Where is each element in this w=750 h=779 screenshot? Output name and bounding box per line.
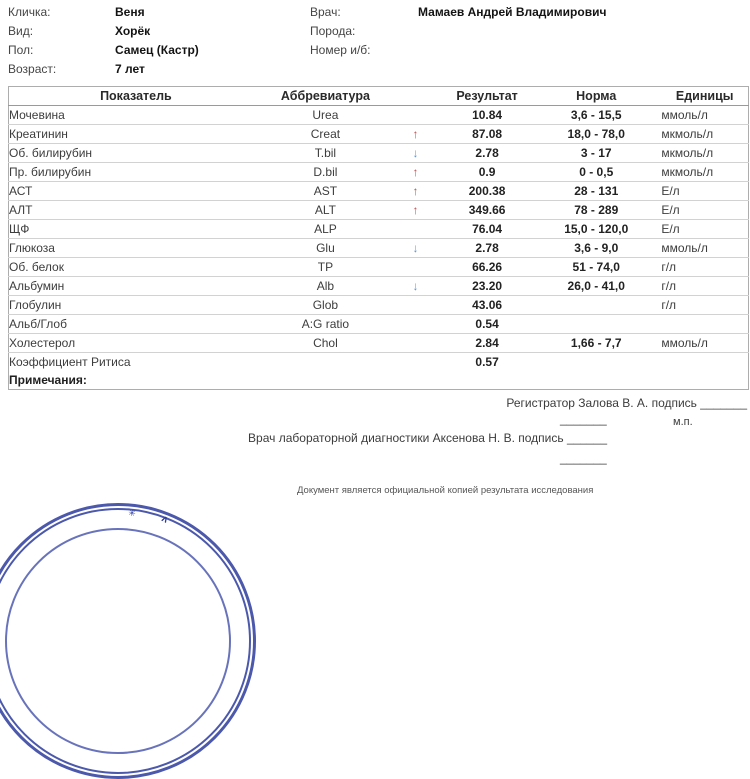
- patient-age-label: Возраст:: [8, 62, 57, 76]
- result-cell: 23.20: [443, 277, 531, 296]
- registrar-signature-line: [506, 396, 747, 410]
- header-norm: Норма: [531, 87, 661, 106]
- indicator-cell: Альбумин: [9, 277, 263, 296]
- abbreviation-cell: Glob: [263, 296, 388, 315]
- abbreviation-cell: Alb: [263, 277, 388, 296]
- arrow-down-icon: ↓: [412, 146, 419, 160]
- flag-cell: [388, 220, 443, 239]
- norm-cell: 3 - 17: [531, 144, 661, 163]
- breed-label: Порода:: [310, 24, 356, 38]
- indicator-cell: Об. белок: [9, 258, 263, 277]
- header-units: Единицы: [661, 87, 748, 106]
- table-row: [9, 239, 749, 258]
- doctor-row: [310, 3, 606, 22]
- arrow-up-icon: ↑: [412, 184, 419, 198]
- table-row: [9, 125, 749, 144]
- abbreviation-cell: Urea: [312, 108, 339, 122]
- doctor-signature-text: Врач лабораторной диагностики Аксенова Н. В. подпись: [248, 431, 564, 445]
- indicator-cell: Холестерол: [9, 334, 263, 353]
- registrar-signature-blank: _______: [700, 396, 747, 410]
- flag-cell: [388, 277, 443, 296]
- units-cell: [661, 353, 748, 372]
- norm-cell: [531, 315, 661, 334]
- indicator-cell: АСТ: [9, 182, 263, 201]
- header-abbreviation: Аббревиатура: [263, 87, 388, 106]
- arrow-down-icon: ↓: [412, 241, 419, 255]
- abbreviation-cell: TP: [263, 258, 388, 277]
- patient-name-value: Веня: [115, 5, 145, 19]
- units-cell: г/л: [661, 277, 748, 296]
- flag-cell: [388, 334, 443, 353]
- abbreviation-cell: ALT: [263, 201, 388, 220]
- flag-cell: [388, 315, 443, 334]
- patient-species-label: Вид:: [8, 24, 34, 38]
- result-cell: 2.78: [443, 239, 531, 258]
- norm-cell: 1,66 - 7,7: [531, 334, 661, 353]
- arrow-up-icon: ↑: [412, 203, 419, 217]
- norm-cell: 78 - 289: [531, 201, 661, 220]
- arrow-up-icon: ↑: [412, 165, 419, 179]
- patient-name-row: [8, 3, 199, 22]
- stamp-inner-ring: [5, 528, 231, 754]
- result-cell: 200.38: [443, 182, 531, 201]
- units-cell: ммоль/л: [661, 239, 748, 258]
- patient-sex-value: Самец (Кастр): [115, 43, 199, 57]
- norm-cell: 3,6 - 9,0: [531, 239, 661, 258]
- norm-cell: 26,0 - 41,0: [531, 277, 661, 296]
- units-cell: мкмоль/л: [661, 125, 748, 144]
- case-number-label: Номер и/б:: [310, 43, 371, 57]
- patient-age-value: 7 лет: [115, 62, 145, 76]
- stamp-place-label: м.п.: [673, 416, 693, 428]
- result-cell: 0.57: [443, 353, 531, 372]
- doctor-signature-line: [248, 431, 607, 445]
- patient-info-left: [8, 3, 199, 79]
- table-row: [9, 163, 749, 182]
- abbreviation-cell: Chol: [263, 334, 388, 353]
- case-number-row: [310, 41, 606, 60]
- patient-info-right: [310, 3, 606, 60]
- abbreviation-cell: ALP: [263, 220, 388, 239]
- indicator-cell: Глюкоза: [9, 239, 263, 258]
- breed-row: [310, 22, 606, 41]
- result-cell: 0.54: [443, 315, 531, 334]
- doctor-signature-blank: ______: [566, 431, 607, 445]
- result-cell: 43.06: [443, 296, 531, 315]
- indicator-cell: Об. билирубин: [9, 144, 263, 163]
- abbreviation-cell: A:G ratio: [263, 315, 388, 334]
- norm-cell: 15,0 - 120,0: [531, 220, 661, 239]
- units-cell: Е/л: [661, 201, 748, 220]
- doctor-value: Мамаев Андрей Владимирович: [418, 5, 607, 19]
- patient-sex-label: Пол:: [8, 43, 34, 57]
- norm-cell: 18,0 - 78,0: [531, 125, 661, 144]
- patient-species-row: [8, 22, 199, 41]
- flag-cell: [388, 239, 443, 258]
- stamp-star-mark: ✳: [126, 507, 137, 519]
- norm-cell: [531, 353, 661, 372]
- indicator-cell: Креатинин: [9, 125, 263, 144]
- flag-cell: [388, 125, 443, 144]
- indicator-cell: ЩФ: [9, 220, 263, 239]
- abbreviation-cell: D.bil: [263, 163, 388, 182]
- flag-cell: [388, 201, 443, 220]
- units-cell: ммоль/л: [661, 334, 748, 353]
- results-table: [8, 86, 749, 390]
- results-header-row: [9, 87, 749, 106]
- indicator-cell: Мочевина: [9, 108, 65, 122]
- table-row: [9, 144, 749, 163]
- units-cell: Е/л: [661, 182, 748, 201]
- signature-blank-line-1: _______: [560, 412, 607, 426]
- patient-name-label: Кличка:: [8, 5, 51, 19]
- patient-age-row: [8, 60, 199, 79]
- result-cell: 76.04: [443, 220, 531, 239]
- indicator-cell: Глобулин: [9, 296, 263, 315]
- stamp-letter-mark: ʌ: [159, 513, 170, 526]
- table-row: [9, 182, 749, 201]
- flag-cell: [388, 144, 443, 163]
- units-cell: Е/л: [661, 220, 748, 239]
- header-result: Результат: [443, 87, 531, 106]
- indicator-cell: Коэффициент Ритиса: [9, 353, 263, 372]
- abbreviation-cell: Creat: [263, 125, 388, 144]
- result-cell: 10.84: [472, 108, 503, 122]
- notes-label: Примечания:: [9, 373, 87, 387]
- table-row: [9, 106, 749, 125]
- patient-species-value: Хорёк: [115, 24, 151, 38]
- units-cell: мкмоль/л: [661, 163, 748, 182]
- doctor-label: Врач:: [310, 5, 341, 19]
- table-row: [9, 277, 749, 296]
- official-copy-note: Документ является официальной копией результата исследования: [297, 485, 594, 496]
- indicator-cell: Альб/Глоб: [9, 315, 263, 334]
- result-cell: 2.84: [443, 334, 531, 353]
- indicator-cell: Пр. билирубин: [9, 163, 263, 182]
- flag-cell: [388, 258, 443, 277]
- table-row: [9, 334, 749, 353]
- units-cell: [661, 315, 748, 334]
- units-cell: мкмоль/л: [661, 144, 748, 163]
- units-cell: г/л: [661, 296, 748, 315]
- header-indicator: Показатель: [9, 87, 263, 106]
- result-cell: 87.08: [443, 125, 531, 144]
- arrow-down-icon: ↓: [412, 279, 419, 293]
- flag-cell: [388, 106, 443, 125]
- norm-cell: 3,6 - 15,5: [570, 108, 622, 122]
- result-cell: 66.26: [443, 258, 531, 277]
- abbreviation-cell: [263, 353, 388, 372]
- table-row: [9, 220, 749, 239]
- abbreviation-cell: Glu: [263, 239, 388, 258]
- result-cell: 0.9: [443, 163, 531, 182]
- norm-cell: 0 - 0,5: [531, 163, 661, 182]
- abbreviation-cell: T.bil: [263, 144, 388, 163]
- table-row: [9, 258, 749, 277]
- norm-cell: 51 - 74,0: [531, 258, 661, 277]
- signature-blank-line-2: _______: [560, 451, 607, 465]
- indicator-cell: АЛТ: [9, 201, 263, 220]
- flag-cell: [388, 296, 443, 315]
- header-flag-spacer: [388, 87, 443, 106]
- norm-cell: 28 - 131: [531, 182, 661, 201]
- flag-cell: [388, 163, 443, 182]
- registrar-signature-text: Регистратор Залова В. А. подпись: [506, 396, 697, 410]
- units-cell: г/л: [661, 258, 748, 277]
- result-cell: 349.66: [443, 201, 531, 220]
- result-cell: 2.78: [443, 144, 531, 163]
- units-cell: ммоль/л: [661, 108, 708, 122]
- table-row: [9, 296, 749, 315]
- table-row: [9, 201, 749, 220]
- flag-cell: [388, 353, 443, 372]
- table-row: [9, 315, 749, 334]
- norm-cell: [531, 296, 661, 315]
- abbreviation-cell: AST: [263, 182, 388, 201]
- patient-sex-row: [8, 41, 199, 60]
- flag-cell: [388, 182, 443, 201]
- arrow-up-icon: ↑: [412, 127, 419, 141]
- notes-row: [9, 371, 749, 390]
- table-row: [9, 353, 749, 372]
- results-body: [9, 106, 749, 372]
- round-stamp-icon: [0, 503, 256, 779]
